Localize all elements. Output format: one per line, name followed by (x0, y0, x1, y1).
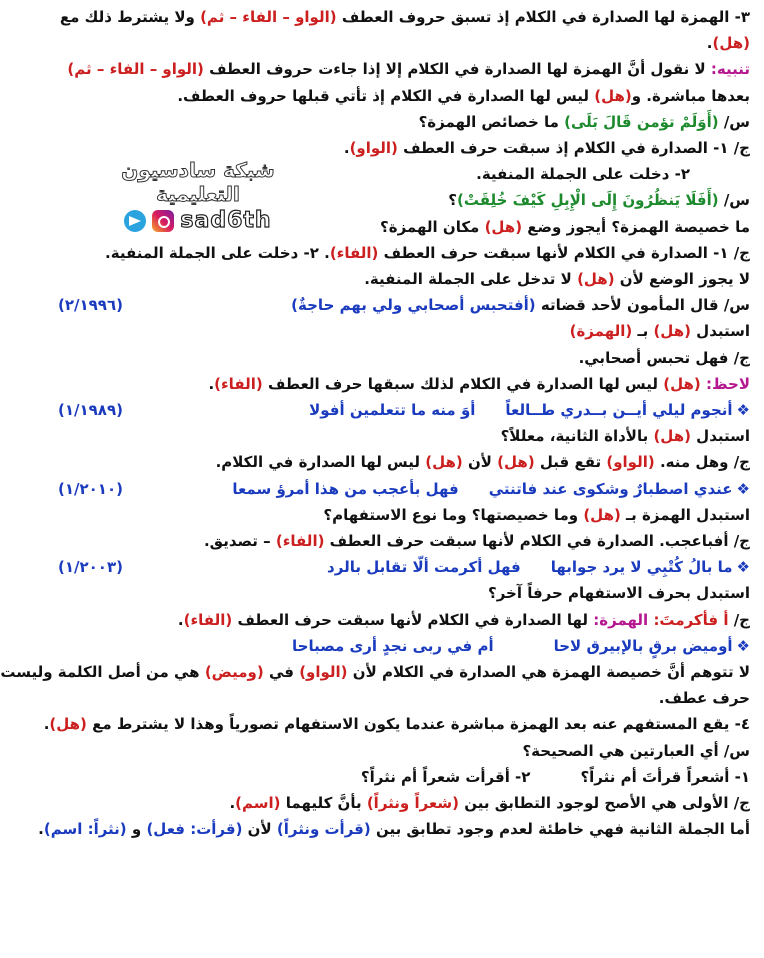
line-answer-7b: أما الجملة الثانية فهي خاطئة لعدم وجود تطابق بين (قرأت ونثراً) لأن (قرأت: فعل) و (نثراً: اسم). (38, 820, 750, 839)
bullet-icon: ❖ (736, 479, 750, 498)
line-question-1: س/ (أَوَلَمْ تؤمن قَالَ بَلَى) ما خصائص الهمزة؟ (418, 112, 750, 131)
reference-year: (١/١٩٨٩) (58, 401, 123, 420)
line-question-6: استبدل بحرف الاستفهام حرفاً آخر؟ (488, 584, 750, 603)
reference-year: (١/٢٠٠٣) (58, 558, 123, 577)
line-note-cont: بعدها مباشرة. و(هل) ليس لها الصدارة في الكلام إذ تأتي قبلها حروف العطف. (177, 86, 750, 105)
line-answer-6: ج/ أ فأكرمتَ: الهمزة: لها الصدارة في الكلام لأنها سبقت حرف العطف (الفاء). (177, 610, 750, 629)
line-point-3-cont: (هل). (706, 34, 750, 53)
line-question-2b: ما خصيصة الهمزة؟ أيجوز وضع (هل) مكان الهمزة؟ (380, 217, 750, 236)
line-question-2: س/ (أَفَلَا يَنظُرُونَ إِلَى الْإِبِلِ كَيْفَ خُلِقَتْ)؟ (448, 191, 750, 210)
line-question-7: س/ أي العبارتين هي الصحيحة؟ (522, 741, 750, 760)
line-note: تنبيه: لا نقول أنَّ الهمزة لها الصدارة في الكلام إلا إذا جاءت حروف العطف (الواو – الفاء – ثم) (67, 60, 750, 79)
line-options: ١- أشعراً قرأتَ أم نثراً؟٢- أقرأت شعراً أم نثراً؟ (360, 767, 750, 786)
line-caution-cont: حرف عطف. (658, 689, 750, 708)
verse-1: ❖أنجوم ليلي أيــن بــدري طــالعاًأوَ منه ما تتعلمين أفولا (١/١٩٨٩) (58, 397, 750, 423)
line-answer-7: ج/ الأولى هي الأصح لوجود التطابق بين (شعراً ونثراً) بأنَّ كليهما (اسم). (229, 794, 750, 813)
line-point-3: ٣- الهمزة لها الصدارة في الكلام إذ تسبق حروف العطف (الواو – الفاء – ثم) ولا يشترط ذلك مع (59, 8, 750, 26)
bullet-icon: ❖ (736, 401, 750, 420)
line-caution: لا تتوهم أنَّ خصيصة الهمزة هي الصدارة في الكلام لأن (الواو) في (وميض) هي من أصل الكلمة وليست (0, 663, 750, 682)
line-observe: لاحظ: (هل) ليس لها الصدارة في الكلام لذلك سبقها حرف العطف (الفاء). (208, 374, 750, 393)
watermark-handle: sad6th (180, 208, 272, 233)
line-question-4: استبدل (هل) بالأداة الثانية، معللاً؟ (500, 427, 750, 446)
line-question-3: س/ قال المأمون لأحد قضاته (أفتحبس أصحابي ولي بهم حاجةٌ) (٢/١٩٩٦) (58, 292, 750, 318)
line-answer-5: ج/ أفباعجب. الصدارة في الكلام لأنها سبقت حرف العطف (الفاء) – تصديق. (203, 532, 750, 551)
line-answer-2b: لا يجوز الوضع لأن (هل) لا تدخل على الجملة المنفية. (364, 270, 750, 289)
bullet-icon: ❖ (736, 636, 750, 655)
reference-year: (٢/١٩٩٦) (58, 296, 123, 315)
line-answer-2: ج/ ١- الصدارة في الكلام لأنها سبقت حرف العطف (الفاء). ٢- دخلت على الجملة المنفية. (105, 243, 750, 262)
verse-3: ❖ما بالُ كُتْبِي لا يرد جوابهافهل أكرمت ألّا تقابل بالرد (١/٢٠٠٣) (58, 554, 750, 580)
bullet-icon: ❖ (736, 558, 750, 577)
reference-year: (١/٢٠١٠) (58, 479, 123, 498)
line-answer-1b: ٢- دخلت على الجملة المنفية. (476, 165, 690, 184)
line-question-3b: استبدل (هل) بـ (الهمزة) (569, 322, 750, 341)
line-question-5: استبدل الهمزة بـ (هل) وما خصيصتها؟ وما نوع الاستفهام؟ (323, 505, 750, 524)
verse-2: ❖عندي اصطبارٌ وشكوى عند فاتنتيفهل بأعجب من هذا أمرؤ سمعا (١/٢٠١٠) (58, 476, 750, 502)
line-answer-3: ج/ فهل تحبس أصحابي. (578, 348, 750, 367)
line-point-4: ٤- يقع المستفهم عنه بعد الهمزة مباشرة عندما يكون الاستفهام تصورياً وهذا لا يشترط مع (هل). (43, 715, 750, 734)
line-answer-4: ج/ وهل منه. (الواو) تقع قبل (هل) لأن (هل) ليس لها الصدارة في الكلام. (215, 453, 750, 472)
verse-4: ❖أوميض برقٍ بالإبيرق لاحاأم في ربى نجدٍ أرى مصباحا (292, 636, 750, 655)
line-answer-1: ج/ ١- الصدارة في الكلام إذ سبقت حرف العطف (الواو). (343, 139, 750, 158)
watermark-title: شبكة سادسيون التعليمية (121, 158, 275, 206)
